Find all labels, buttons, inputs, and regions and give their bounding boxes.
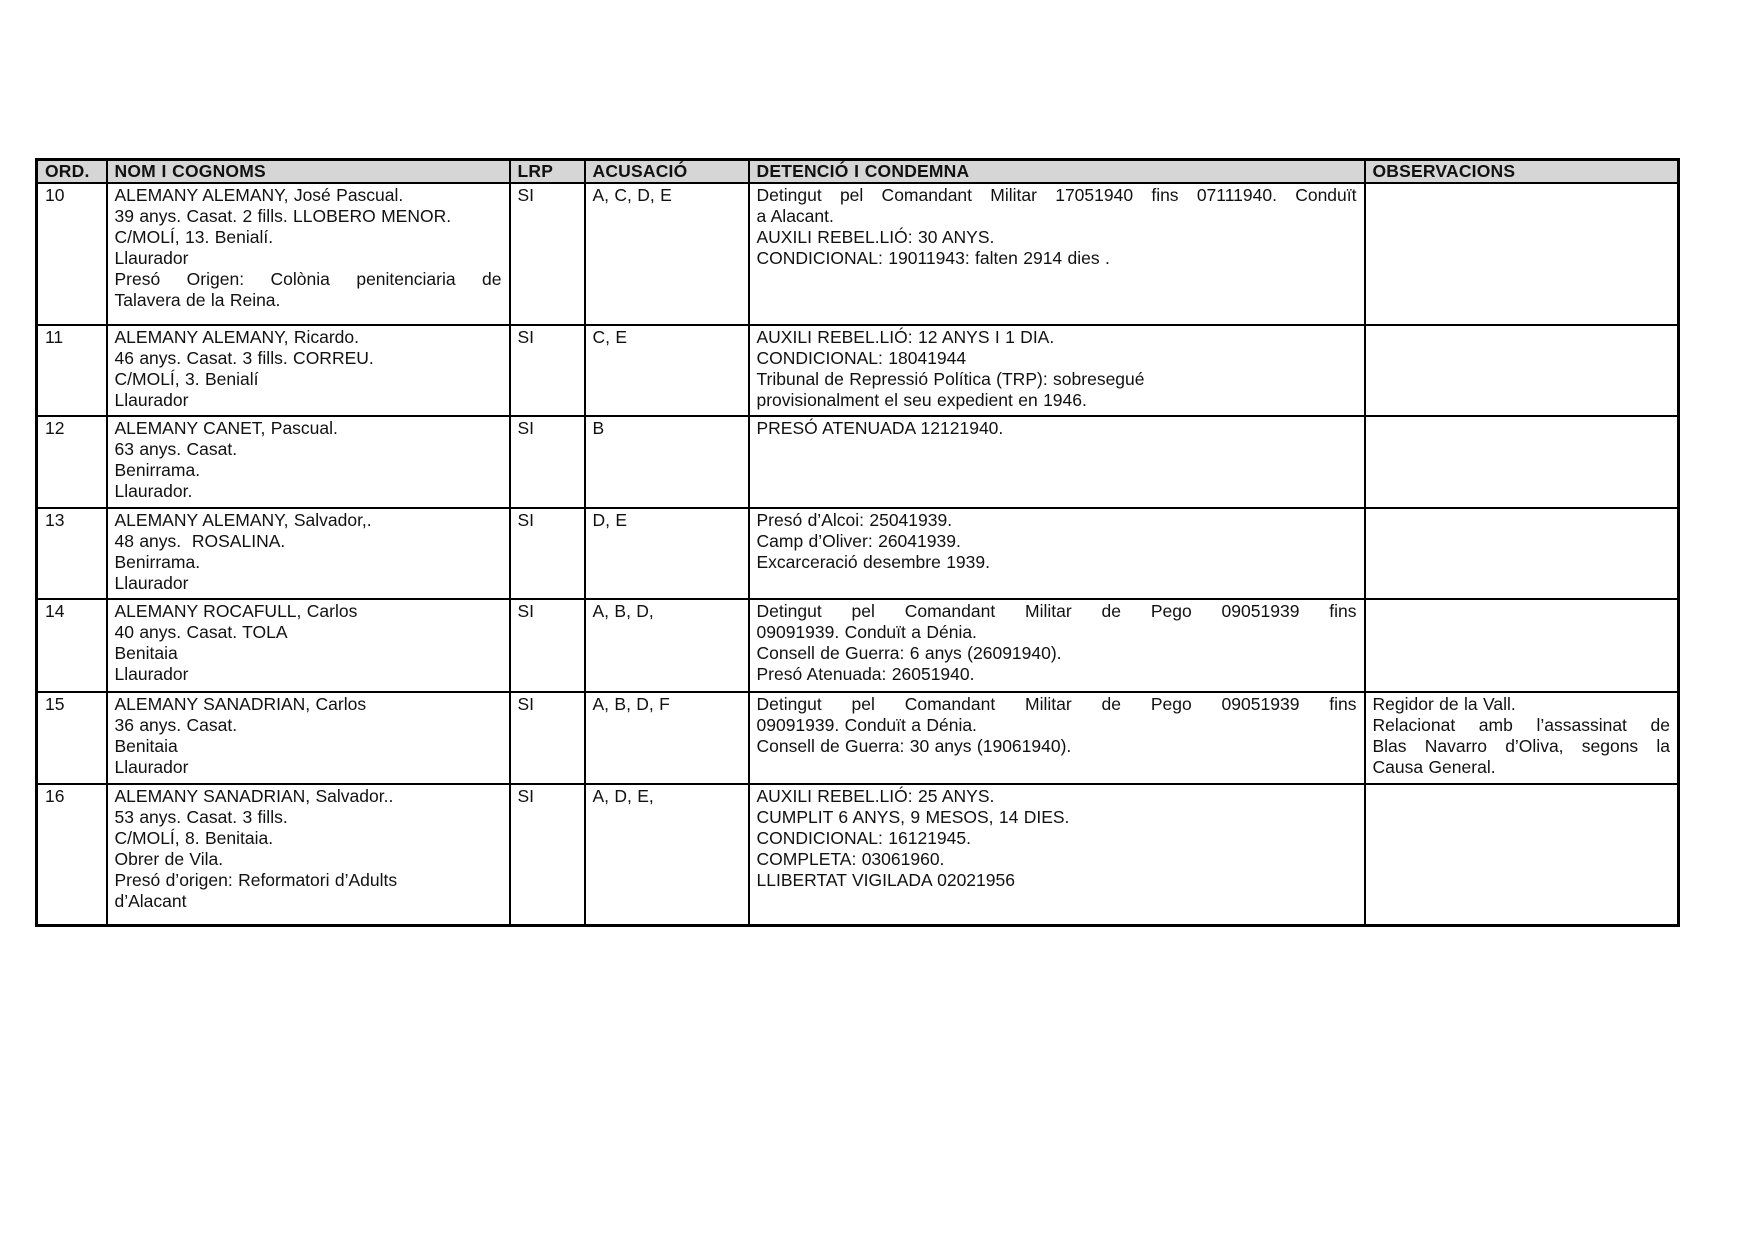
cell-detencio <box>749 784 1365 926</box>
cell-acusacio <box>585 508 749 599</box>
text-line: AUXILI REBEL.LIÓ: 12 ANYS I 1 DIA. <box>756 326 1055 347</box>
text-line: 63 anys. Casat. <box>114 438 238 459</box>
text-line: 09091939. Conduït a Dénia. <box>756 621 977 642</box>
cell-nom <box>107 599 510 692</box>
cell-ord <box>37 599 107 692</box>
text-line: Detingut pel Comandant Militar de Pego 09051939 fins <box>756 600 1357 621</box>
cell-detencio <box>749 508 1365 599</box>
accusation-codes: A, D, E, <box>592 785 654 806</box>
table-row <box>37 599 1679 692</box>
cell-ord <box>37 416 107 508</box>
text-line: Detingut pel Comandant Militar 17051940 fins 07111940. Conduït <box>756 184 1357 205</box>
text-line: Llaurador <box>114 247 189 268</box>
header-row <box>37 160 1679 183</box>
lrp-value: SI <box>517 326 535 347</box>
record-number: 15 <box>45 693 65 714</box>
cell-acusacio <box>585 692 749 784</box>
record-number: 13 <box>45 509 65 530</box>
text-line: Talavera de la Reina. <box>114 289 281 310</box>
text-line: ALEMANY CANET, Pascual. <box>114 417 338 438</box>
column-header-nom: NOM I COGNOMS <box>107 160 510 183</box>
text-line: 39 anys. Casat. 2 fills. LLOBERO MENOR. <box>114 205 452 226</box>
cell-lrp <box>510 508 585 599</box>
text-line: Relacionat amb l’assassinat de <box>1372 714 1670 735</box>
text-line: Blas Navarro d’Oliva, segons la <box>1372 735 1670 756</box>
column-header-observacions: OBSERVACIONS <box>1365 160 1679 183</box>
cell-acusacio <box>585 416 749 508</box>
text-line: Benitaia <box>114 642 178 663</box>
cell-detencio <box>749 325 1365 416</box>
text-line: Obrer de Vila. <box>114 848 224 869</box>
text-line: a Alacant. <box>756 205 834 226</box>
text-line: AUXILI REBEL.LIÓ: 30 ANYS. <box>756 226 995 247</box>
cell-observacions <box>1365 508 1679 599</box>
cell-lrp <box>510 416 585 508</box>
text-line: ALEMANY ROCAFULL, Carlos <box>114 600 358 621</box>
lrp-value: SI <box>517 693 535 714</box>
text-line: Presó d’origen: Reformatori d’Adults <box>114 869 398 890</box>
accusation-codes: B <box>592 417 605 438</box>
cell-ord <box>37 784 107 926</box>
cell-acusacio <box>585 325 749 416</box>
lrp-value: SI <box>517 785 535 806</box>
cell-ord <box>37 508 107 599</box>
text-line: Benirrama. <box>114 459 201 480</box>
text-line: Presó Atenuada: 26051940. <box>756 663 975 684</box>
text-line: Llaurador <box>114 663 189 684</box>
column-header-ord: ORD. <box>37 160 107 183</box>
column-header-detencio: DETENCIÓ I CONDEMNA <box>749 160 1365 183</box>
text-line: Detingut pel Comandant Militar de Pego 09051939 fins <box>756 693 1357 714</box>
cell-acusacio <box>585 599 749 692</box>
cell-detencio <box>749 692 1365 784</box>
text-line: Consell de Guerra: 6 anys (26091940). <box>756 642 1062 663</box>
cell-nom <box>107 784 510 926</box>
column-header-acusacio: ACUSACIÓ <box>585 160 749 183</box>
text-line: 53 anys. Casat. 3 fills. <box>114 806 288 827</box>
text-line: Presó d’Alcoi: 25041939. <box>756 509 953 530</box>
text-line: Excarceració desembre 1939. <box>756 551 990 572</box>
cell-observacions <box>1365 416 1679 508</box>
text-line: provisionalment el seu expedient en 1946. <box>756 389 1087 410</box>
text-line: ALEMANY ALEMANY, Salvador,. <box>114 509 372 530</box>
text-line: CONDICIONAL: 19011943: falten 2914 dies . <box>756 247 1110 268</box>
text-line: ALEMANY ALEMANY, José Pascual. <box>114 184 404 205</box>
lrp-value: SI <box>517 509 535 530</box>
text-line: C/MOLÍ, 13. Benialí. <box>114 226 274 247</box>
text-line: Camp d’Oliver: 26041939. <box>756 530 961 551</box>
table-row <box>37 508 1679 599</box>
text-line: Llaurador <box>114 756 189 777</box>
text-line: LLIBERTAT VIGILADA 02021956 <box>756 869 1015 890</box>
cell-observacions <box>1365 599 1679 692</box>
record-number: 11 <box>45 326 64 347</box>
cell-nom <box>107 692 510 784</box>
cell-ord <box>37 183 107 325</box>
text-line: AUXILI REBEL.LIÓ: 25 ANYS. <box>756 785 995 806</box>
cell-nom <box>107 416 510 508</box>
cell-ord <box>37 325 107 416</box>
text-line: ALEMANY SANADRIAN, Carlos <box>114 693 367 714</box>
text-line: Llaurador. <box>114 480 193 501</box>
text-line: C/MOLÍ, 3. Benialí <box>114 368 259 389</box>
column-header-lrp: LRP <box>510 160 585 183</box>
lrp-value: SI <box>517 417 535 438</box>
table-row <box>37 784 1679 926</box>
record-number: 10 <box>45 184 65 205</box>
text-line: 09091939. Conduït a Dénia. <box>756 714 977 735</box>
text-line: Benitaia <box>114 735 178 756</box>
cell-observacions <box>1365 183 1679 325</box>
text-line: Benirrama. <box>114 551 201 572</box>
text-line: Presó Origen: Colònia penitenciaria de <box>114 268 502 289</box>
table-row <box>37 325 1679 416</box>
cell-detencio <box>749 183 1365 325</box>
text-line: 46 anys. Casat. 3 fills. CORREU. <box>114 347 374 368</box>
text-line: Llaurador <box>114 572 189 593</box>
text-line: ALEMANY SANADRIAN, Salvador.. <box>114 785 394 806</box>
text-line: Tribunal de Repressió Política (TRP): sobresegué <box>756 368 1145 389</box>
text-line: PRESÓ ATENUADA 12121940. <box>756 417 1004 438</box>
document-table <box>35 158 1680 927</box>
cell-detencio <box>749 599 1365 692</box>
text-line: 36 anys. Casat. <box>114 714 238 735</box>
table-row <box>37 692 1679 784</box>
cell-nom <box>107 183 510 325</box>
cell-lrp <box>510 692 585 784</box>
cell-lrp <box>510 784 585 926</box>
accusation-codes: C, E <box>592 326 628 347</box>
text-line: CONDICIONAL: 18041944 <box>756 347 967 368</box>
text-line: ALEMANY ALEMANY, Ricardo. <box>114 326 359 347</box>
cell-observacions <box>1365 784 1679 926</box>
cell-acusacio <box>585 784 749 926</box>
text-line: Regidor de la Vall. <box>1372 693 1516 714</box>
lrp-value: SI <box>517 184 535 205</box>
accusation-codes: D, E <box>592 509 628 530</box>
cell-lrp <box>510 183 585 325</box>
lrp-value: SI <box>517 600 535 621</box>
text-line: COMPLETA: 03061960. <box>756 848 945 869</box>
accusation-codes: A, C, D, E <box>592 184 672 205</box>
text-line: CUMPLIT 6 ANYS, 9 MESOS, 14 DIES. <box>756 806 1070 827</box>
cell-observacions <box>1365 325 1679 416</box>
text-line: 40 anys. Casat. TOLA <box>114 621 288 642</box>
cell-observacions <box>1365 692 1679 784</box>
table-row <box>37 183 1679 325</box>
accusation-codes: A, B, D, <box>592 600 654 621</box>
cell-acusacio <box>585 183 749 325</box>
text-line: Causa General. <box>1372 756 1496 777</box>
text-line: d’Alacant <box>114 890 187 911</box>
text-line: CONDICIONAL: 16121945. <box>756 827 971 848</box>
accusation-codes: A, B, D, F <box>592 693 670 714</box>
record-number: 12 <box>45 417 65 438</box>
table-row <box>37 416 1679 508</box>
text-line: 48 anys. ROSALINA. <box>114 530 286 551</box>
text-line: Llaurador <box>114 389 189 410</box>
record-number: 16 <box>45 785 65 806</box>
cell-lrp <box>510 599 585 692</box>
record-number: 14 <box>45 600 65 621</box>
text-line: C/MOLÍ, 8. Benitaia. <box>114 827 274 848</box>
cell-detencio <box>749 416 1365 508</box>
text-line: Consell de Guerra: 30 anys (19061940). <box>756 735 1072 756</box>
cell-nom <box>107 508 510 599</box>
cell-ord <box>37 692 107 784</box>
cell-lrp <box>510 325 585 416</box>
cell-nom <box>107 325 510 416</box>
